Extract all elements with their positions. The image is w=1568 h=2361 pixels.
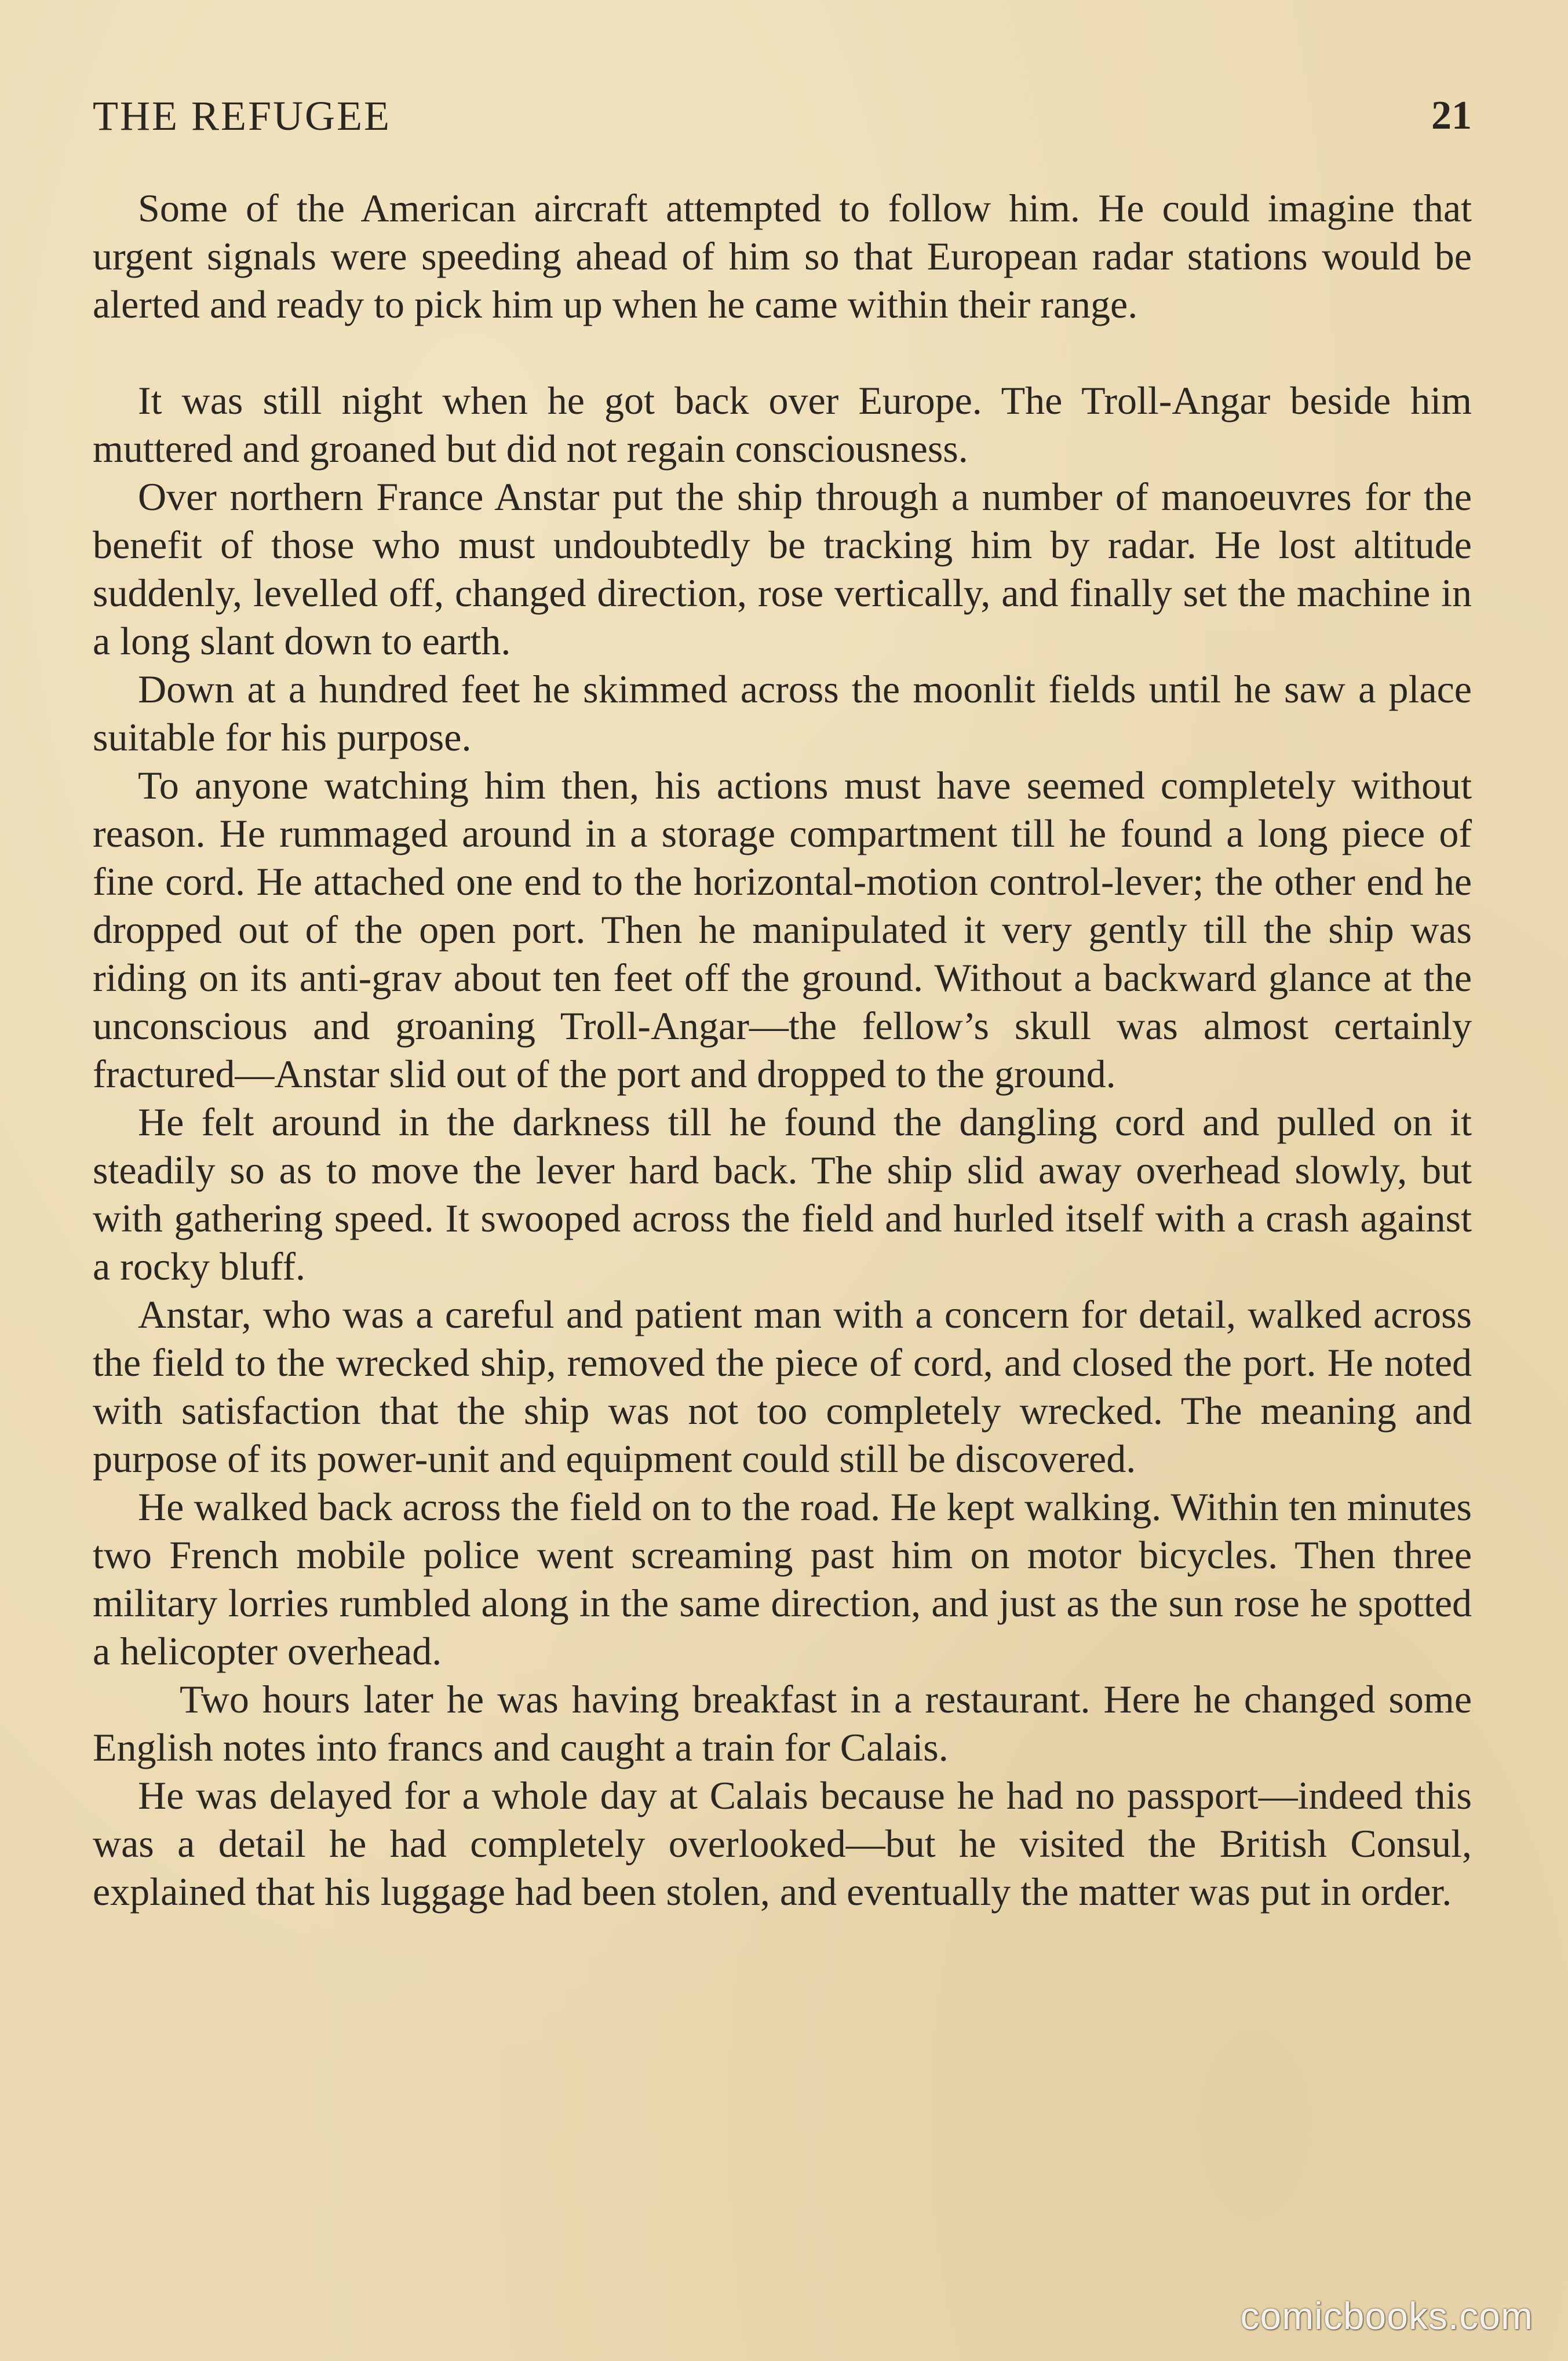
paragraph: Down at a hundred feet he skimmed across the moonlit fields until he saw a place suitable for his purpose. — [93, 667, 1472, 759]
paragraph: He felt around in the darkness till he found the dangling cord and pulled on it steadily so as to move the lever hard back. The ship slid away overhead slowly, but with gathering speed. It swooped across the field and hurled itself with a crash against a rocky bluff. — [93, 1100, 1472, 1288]
paragraph: He was delayed for a whole day at Calais because he had no passport—indeed this was a detail he had completely overlooked—but he visited the British Consul, explained that his luggage had been stolen, and eventually the matter was put in order. — [93, 1773, 1472, 1914]
page-number: 21 — [1431, 93, 1472, 138]
running-title: THE REFUGEE — [93, 93, 391, 139]
paragraph: Over northern France Anstar put the ship through a number of manoeuvres for the benefit of those who must undoubtedly be tracking him by radar. He lost altitude suddenly, levelled off, changed direction, rose vertically, and finally set the machine in a long slant down to earth. — [93, 475, 1472, 663]
paragraph: He walked back across the field on to the road. He kept walking. Within ten minutes two French mobile police went screaming past him on motor bicycles. Then three military lorries rumbled along in the same direction, and just as the sun rose he spotted a helicopter overhead. — [93, 1485, 1472, 1673]
paragraph: Anstar, who was a careful and patient man with a concern for detail, walked across the field to the wrecked ship, removed the piece of cord, and closed the port. He noted with satisfaction that the ship was not too completely wrecked. The meaning and purpose of its power-unit and equipment could still be discovered. — [93, 1292, 1472, 1481]
paragraph: Some of the American aircraft attempted to follow him. He could imagine that urgent signals were speeding ahead of him so that European radar stations would be alerted and ready to pick him up when he came within their range. — [93, 186, 1472, 326]
site-watermark: comicbooks.com — [1240, 2294, 1533, 2337]
body-text — [93, 184, 1472, 1916]
paragraph: Two hours later he was having breakfast in a restaurant. Here he changed some English notes into francs and caught a train for Calais. — [93, 1677, 1472, 1769]
paragraph: To anyone watching him then, his actions must have seemed completely without reason. He rummaged around in a storage compartment till he found a long piece of fine cord. He attached one end to the horizontal-motion control-lever; the other end he dropped out of the open port. Then he manipulated it very gently till the ship was riding on its anti-grav about ten feet off the ground. Without a backward glance at the unconscious and groaning Troll-Angar—the fellow’s skull was almost certainly fractured—Anstar slid out of the port and dropped to the ground. — [93, 763, 1472, 1096]
page-header — [93, 84, 1472, 148]
paragraph: It was still night when he got back over Europe. The Troll-Angar beside him muttered and groaned but did not regain consciousness. — [93, 378, 1472, 471]
